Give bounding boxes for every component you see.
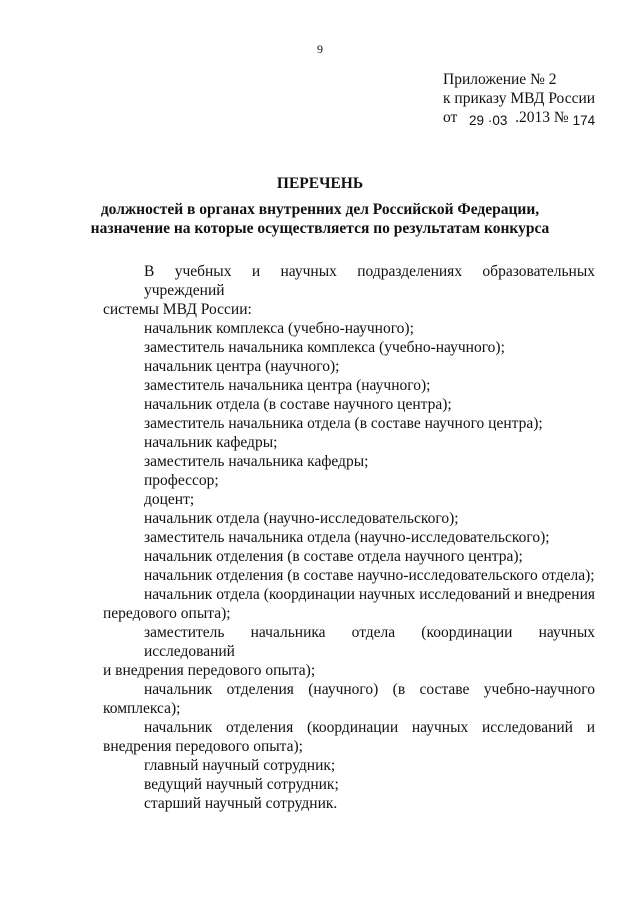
list-item-continuation: внедрения передового опыта); (103, 738, 303, 755)
list-item-continuation: комплекса); (103, 700, 181, 717)
list-item: начальник центра (научного); (144, 358, 340, 375)
list-item: заместитель начальника комплекса (учебно-научного); (144, 339, 505, 356)
appendix-date-year: .2013 (515, 109, 551, 126)
list-item: заместитель начальника отдела (в составе научного центра); (144, 415, 543, 432)
appendix-date-prefix: от (443, 109, 458, 126)
list-item: заместитель начальника кафедры; (144, 453, 369, 470)
list-item-continuation: и внедрения передового опыта); (103, 662, 316, 679)
list-item: ведущий научный сотрудник; (144, 776, 339, 793)
appendix-block (443, 70, 595, 127)
list-item: старший научный сотрудник. (144, 795, 338, 812)
appendix-date-day: 29 (468, 113, 484, 128)
appendix-order-number: 174 (572, 113, 596, 128)
list-item: заместитель начальника отдела (научно-исследовательского); (144, 529, 550, 546)
appendix-date-line: от 29 ·03 .2013 № 174 (443, 109, 596, 128)
positions-list (103, 262, 595, 813)
list-intro-line: В учебных и научных подразделениях образовательных учреждений (144, 263, 595, 299)
list-item: заместитель начальника центра (научного); (144, 377, 431, 394)
appendix-date-month: 03 (492, 113, 508, 128)
appendix-title: Приложение № 2 (443, 71, 557, 88)
title-subtitle-line-2: назначение на которые осуществляется по результатам конкурса (90, 220, 550, 237)
page-number: 9 (317, 42, 323, 56)
list-item: начальник отделения (координации научных исследований и (144, 719, 595, 736)
list-intro-continuation: системы МВД России: (103, 301, 252, 318)
title-subtitle-line-1: должностей в органах внутренних дел Российской Федерации, (100, 201, 540, 218)
list-item: начальник отделения (в составе научно-исследовательского отдела); (144, 567, 595, 584)
list-item: профессор; (144, 472, 219, 489)
list-item: начальник отдела (научно-исследовательского); (144, 510, 459, 527)
appendix-order-ref: к приказу МВД России (443, 90, 596, 107)
list-item: главный научный сотрудник; (144, 757, 336, 774)
document-title (0, 174, 640, 238)
list-item: начальник отдела (в составе научного центра); (144, 396, 452, 413)
list-item-continuation: передового опыта); (103, 605, 231, 622)
list-item: начальник отдела (координации научных исследований и внедрения (144, 586, 595, 603)
list-item: начальник комплекса (учебно-научного); (144, 320, 414, 337)
list-item: доцент; (144, 491, 195, 508)
list-item: начальник отделения (в составе отдела научного центра); (144, 548, 523, 565)
list-item: начальник отделения (научного) (в составе учебно-научного (144, 681, 595, 698)
appendix-number-sign: № (553, 109, 569, 126)
list-item: заместитель начальника отдела (координации научных исследований (144, 624, 595, 660)
title-heading: ПЕРЕЧЕНЬ (276, 175, 364, 192)
list-item: начальник кафедры; (144, 434, 278, 451)
